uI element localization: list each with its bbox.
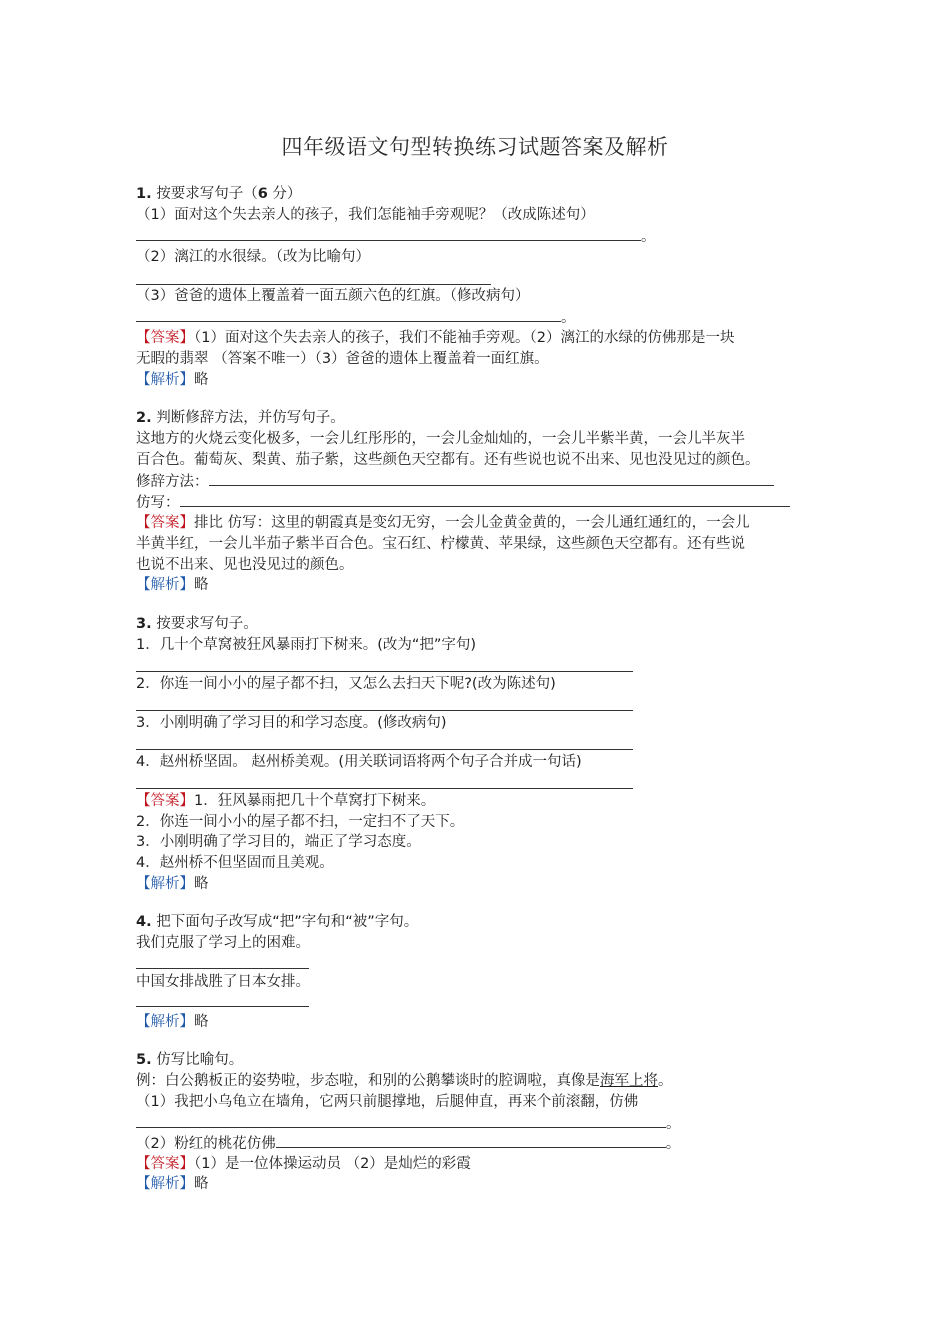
q4-heading [136, 913, 418, 931]
q5-analysis [136, 1175, 209, 1193]
q1-prompt-end: 分） [267, 186, 302, 202]
q3-prompt: 按要求写句子。 [151, 616, 258, 632]
q3-answer-text-2: 2．你连一间小小的屋子都不扫，一定扫不了天下。 [136, 814, 465, 830]
q3-analysis-text: 略 [194, 876, 209, 892]
q5-prompt: 仿写比喻句。 [151, 1052, 244, 1068]
q3-heading [136, 615, 258, 633]
q2-answer-text-2: 半黄半红，一会儿半茄子紫半百合色。宝石红、柠檬黄、苹果绿，这些颜色天空都有。还有些说 [136, 536, 745, 552]
q2-prompt: 判断修辞方法，并仿写句子。 [151, 410, 345, 426]
analysis-tag: 【解析】 [136, 1176, 194, 1192]
q3-answer-line-2[interactable] [136, 710, 633, 711]
answer-tag: 【答案】 [136, 515, 194, 531]
q2-text-1: 这地方的火烧云变化极多，一会儿红彤彤的，一会儿金灿灿的，一会儿半紫半黄，一会儿半灰半 [136, 431, 745, 447]
q2-text-2: 百合色。葡萄灰、梨黄、茄子紫，这些颜色天空都有。还有些说也说不出来、见也没见过的颜色。 [136, 452, 760, 468]
q1-sentence-3: （3）爸爸的遗体上覆盖着一面五颜六色的红旗。（修改病句） [136, 288, 530, 304]
q1-number: 1. [136, 186, 152, 202]
q3-answer-text-1: 1．狂风暴雨把几十个草窝打下树来。 [194, 793, 436, 809]
q1-answer-text-1: （1）面对这个失去亲人的孩子，我们不能袖手旁观。（2）漓江的水绿的仿佛那是一块 [194, 330, 735, 346]
analysis-tag: 【解析】 [136, 876, 194, 892]
answer-tag: 【答案】 [136, 1156, 194, 1172]
q1-period-1: 。 [641, 229, 656, 245]
q4-sentence-2: 中国女排战胜了日本女排。 [136, 974, 310, 990]
analysis-tag: 【解析】 [136, 1014, 194, 1030]
q3-number: 3. [136, 616, 152, 632]
q5-example-end: 。 [658, 1073, 673, 1089]
q3-answer-text-3: 3．小刚明确了学习目的，端正了学习态度。 [136, 834, 421, 850]
answer-tag: 【答案】 [136, 330, 194, 346]
q5-number: 5. [136, 1052, 152, 1068]
q5-answer [136, 1155, 471, 1173]
q5-sentence-1: （1）我把小乌龟立在墙角，它两只前腿撑地，后腿伸直，再来个前滚翻，仿佛 [136, 1094, 639, 1110]
q2-method-label: 修辞方法： [136, 474, 209, 490]
q1-answer-text-2: 无暇的翡翠 （答案不唯一）（3）爸爸的遗体上覆盖着一面红旗。 [136, 351, 549, 367]
q5-sentence-2-line[interactable] [136, 1134, 680, 1153]
q1-analysis-text: 略 [194, 372, 209, 388]
q5-period-2: 。 [665, 1136, 681, 1152]
q4-prompt: 把下面句子改写成“把”字句和“被”字句。 [151, 914, 419, 930]
q1-answer-line-1[interactable] [136, 227, 656, 246]
q3-sentence-2: 2．你连一间小小的屋子都不扫，又怎么去扫天下呢?(改为陈述句) [136, 676, 556, 692]
q5-example [136, 1072, 673, 1090]
q1-prompt: 按要求写句子（ [151, 186, 258, 202]
q3-answer [136, 792, 435, 810]
q3-sentence-1: 1．几十个草窝被狂风暴雨打下树来。(改为“把”字句) [136, 637, 477, 653]
q4-sentence-1: 我们克服了学习上的困难。 [136, 935, 310, 951]
q3-sentence-4: 4．赵州桥坚固。 赵州桥美观。(用关联词语将两个句子合并成一句话) [136, 754, 582, 770]
q5-period-1: 。 [666, 1116, 681, 1132]
q3-answer-line-3[interactable] [136, 749, 633, 750]
analysis-tag: 【解析】 [136, 577, 194, 593]
q1-score: 6 [257, 186, 268, 202]
q1-answer-line-2[interactable] [136, 284, 491, 285]
q5-example-underlined: 海军上将 [600, 1073, 658, 1089]
q5-answer-text: （1）是一位体操运动员 （2）是灿烂的彩霞 [194, 1156, 471, 1172]
q4-answer-line-2[interactable] [136, 1006, 309, 1007]
q2-analysis-text: 略 [194, 577, 209, 593]
q2-answer-text-3: 也说不出来、见也没见过的颜色。 [136, 557, 354, 573]
q3-answer-line-1[interactable] [136, 671, 633, 672]
q1-heading [136, 185, 301, 203]
q2-number: 2. [136, 410, 152, 426]
q3-sentence-3: 3．小刚明确了学习目的和学习态度。(修改病句) [136, 715, 447, 731]
q2-answer [136, 514, 750, 532]
q2-answer-text-1: 排比 仿写：这里的朝霞真是变幻无穷，一会儿金黄金黄的，一会儿通红通红的，一会儿 [194, 515, 750, 531]
q1-answer [136, 329, 734, 347]
q2-heading [136, 409, 345, 427]
q3-analysis [136, 875, 209, 893]
q4-analysis [136, 1013, 209, 1031]
answer-tag: 【答案】 [136, 793, 194, 809]
q1-analysis [136, 371, 209, 389]
q4-analysis-text: 略 [194, 1014, 209, 1030]
q3-answer-line-4[interactable] [136, 788, 633, 789]
q2-imitate-line[interactable] [136, 493, 790, 512]
q1-sentence-2: （2）漓江的水很绿。（改为比喻句） [136, 249, 370, 265]
q5-heading [136, 1051, 243, 1069]
q1-sentence-1: （1）面对这个失去亲人的孩子，我们怎能袖手旁观呢？（改成陈述句） [136, 207, 595, 223]
q3-answer-text-4: 4．赵州桥不但坚固而且美观。 [136, 855, 334, 871]
q2-method-line[interactable] [136, 472, 774, 491]
q1-answer-line-3[interactable] [136, 308, 576, 327]
q5-example-text: 例：白公鹅板正的姿势啦，步态啦，和别的公鹅攀谈时的腔调啦，真像是 [136, 1073, 600, 1089]
analysis-tag: 【解析】 [136, 372, 194, 388]
q5-answer-line-1[interactable] [136, 1114, 681, 1133]
q4-number: 4. [136, 914, 152, 930]
q4-answer-line-1[interactable] [136, 968, 309, 969]
q5-analysis-text: 略 [194, 1176, 209, 1192]
page-title: 四年级语文句型转换练习试题答案及解析 [281, 135, 669, 159]
q1-period-3: 。 [561, 310, 576, 326]
q2-analysis [136, 576, 209, 594]
q2-imitate-label: 仿写： [136, 495, 180, 511]
q5-sentence-2: （2）粉红的桃花仿佛 [136, 1136, 276, 1152]
